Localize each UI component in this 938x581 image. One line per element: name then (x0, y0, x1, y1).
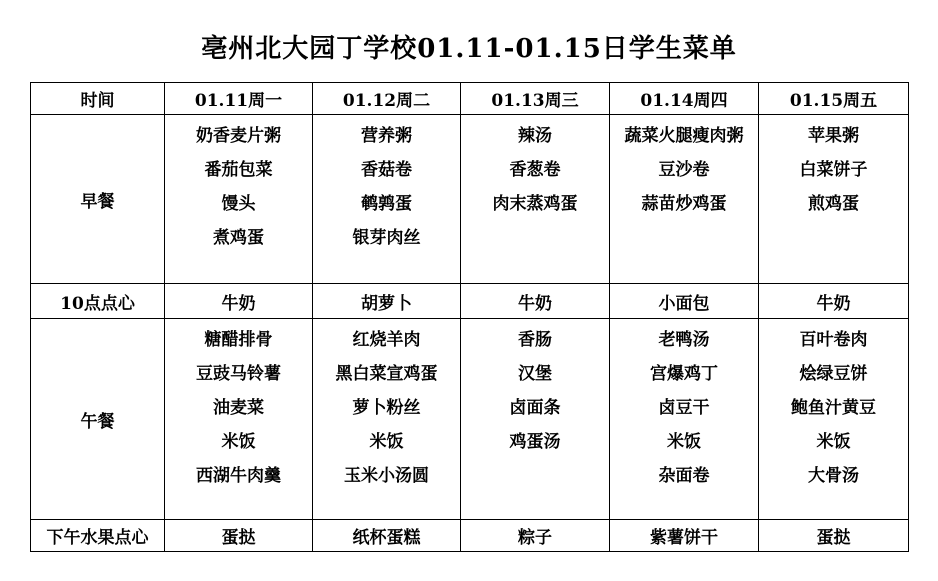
menu-item: 黑白菜宣鸡蛋 (335, 364, 438, 384)
breakfast-list-mon (165, 115, 312, 255)
fruit-snack-row (31, 520, 909, 552)
lunch-cell-tue (313, 319, 461, 520)
lunch-cell-wed (461, 319, 610, 520)
header-row (31, 83, 909, 115)
breakfast-list-thu (610, 115, 758, 221)
day-header-wed: 01.13周三 (461, 83, 610, 115)
menu-item: 煎鸡蛋 (808, 194, 859, 214)
menu-item: 杂面卷 (658, 466, 710, 486)
menu-item: 豆豉马铃薯 (196, 364, 281, 384)
snack-10-cell-wed: 牛奶 (461, 284, 610, 319)
lunch-list-fri (759, 319, 908, 493)
breakfast-cell-tue (313, 115, 461, 284)
snack-10-cell-fri: 牛奶 (759, 284, 909, 319)
menu-item: 油麦菜 (213, 398, 264, 418)
menu-item: 萝卜粉丝 (352, 398, 421, 418)
lunch-list-tue (313, 319, 460, 493)
menu-item: 西湖牛肉羹 (196, 466, 281, 486)
menu-item: 大骨汤 (808, 466, 859, 486)
snack-10-cell-thu: 小面包 (610, 284, 759, 319)
fruit-snack-cell-fri: 蛋挞 (759, 520, 909, 552)
menu-item: 米饭 (667, 432, 701, 452)
snack-10-cell-tue: 胡萝卜 (313, 284, 461, 319)
lunch-list-wed (461, 319, 609, 459)
menu-item: 蔬菜火腿瘦肉粥 (624, 126, 744, 146)
snack-10-row (31, 284, 909, 319)
menu-item: 辣汤 (518, 126, 552, 146)
menu-item: 米饭 (816, 432, 851, 452)
fruit-snack-cell-thu: 紫薯饼干 (610, 520, 759, 552)
breakfast-cell-thu (610, 115, 759, 284)
menu-item: 鹌鹑蛋 (361, 194, 412, 214)
breakfast-cell-fri (759, 115, 909, 284)
day-header-tue: 01.12周二 (313, 83, 461, 115)
breakfast-row (31, 115, 909, 284)
menu-table (30, 82, 909, 552)
fruit-snack-cell-wed: 粽子 (461, 520, 610, 552)
fruit-snack-cell-tue: 纸杯蛋糕 (313, 520, 461, 552)
menu-item: 红烧羊肉 (352, 330, 421, 350)
lunch-list-thu (610, 319, 758, 493)
menu-item: 白菜饼子 (799, 160, 868, 180)
fruit-snack-cell-mon: 蛋挞 (165, 520, 313, 552)
breakfast-label: 早餐 (31, 115, 165, 284)
menu-item: 香菇卷 (361, 160, 412, 180)
day-header-thu: 01.14周四 (610, 83, 759, 115)
lunch-cell-mon (165, 319, 313, 520)
breakfast-cell-wed (461, 115, 610, 284)
lunch-cell-thu (610, 319, 759, 520)
menu-item: 老鸭汤 (658, 330, 710, 350)
menu-item: 番茄包菜 (204, 160, 273, 180)
breakfast-cell-mon (165, 115, 313, 284)
menu-item: 汉堡 (518, 364, 552, 384)
snack-10-label: 10点点心 (31, 284, 165, 319)
menu-item: 卤豆干 (658, 398, 710, 418)
menu-item: 米饭 (221, 432, 256, 452)
breakfast-list-wed (461, 115, 609, 221)
menu-item: 米饭 (369, 432, 404, 452)
menu-item: 营养粥 (361, 126, 412, 146)
menu-item: 豆沙卷 (658, 160, 710, 180)
lunch-cell-fri (759, 319, 909, 520)
fruit-snack-label: 下午水果点心 (31, 520, 165, 552)
lunch-label: 午餐 (31, 319, 165, 520)
menu-item: 卤面条 (509, 398, 561, 418)
menu-item: 馒头 (221, 194, 256, 214)
menu-item: 苹果粥 (808, 126, 859, 146)
day-header-mon: 01.11周一 (165, 83, 313, 115)
menu-item: 玉米小汤圆 (344, 466, 429, 486)
menu-item: 肉末蒸鸡蛋 (492, 194, 578, 214)
menu-item: 香葱卷 (509, 160, 561, 180)
menu-item: 百叶卷肉 (799, 330, 868, 350)
menu-item: 煮鸡蛋 (213, 228, 264, 248)
day-header-fri: 01.15周五 (759, 83, 909, 115)
menu-item: 蒜苗炒鸡蛋 (641, 194, 727, 214)
time-header-cell: 时间 (31, 83, 165, 115)
menu-item: 宫爆鸡丁 (650, 364, 718, 384)
page-title: 亳州北大园丁学校01.11-01.15日学生菜单 (201, 34, 737, 64)
menu-item: 烩绿豆饼 (799, 364, 868, 384)
menu-item: 鸡蛋汤 (509, 432, 561, 452)
menu-item: 香肠 (518, 330, 552, 350)
lunch-row (31, 319, 909, 520)
snack-10-cell-mon: 牛奶 (165, 284, 313, 319)
breakfast-list-fri (759, 115, 908, 221)
menu-item: 糖醋排骨 (204, 330, 273, 350)
menu-item: 鲍鱼汁黄豆 (791, 398, 876, 418)
menu-item: 银芽肉丝 (352, 228, 421, 248)
breakfast-list-tue (313, 115, 460, 255)
menu-item: 奶香麦片粥 (196, 126, 281, 146)
lunch-list-mon (165, 319, 312, 493)
